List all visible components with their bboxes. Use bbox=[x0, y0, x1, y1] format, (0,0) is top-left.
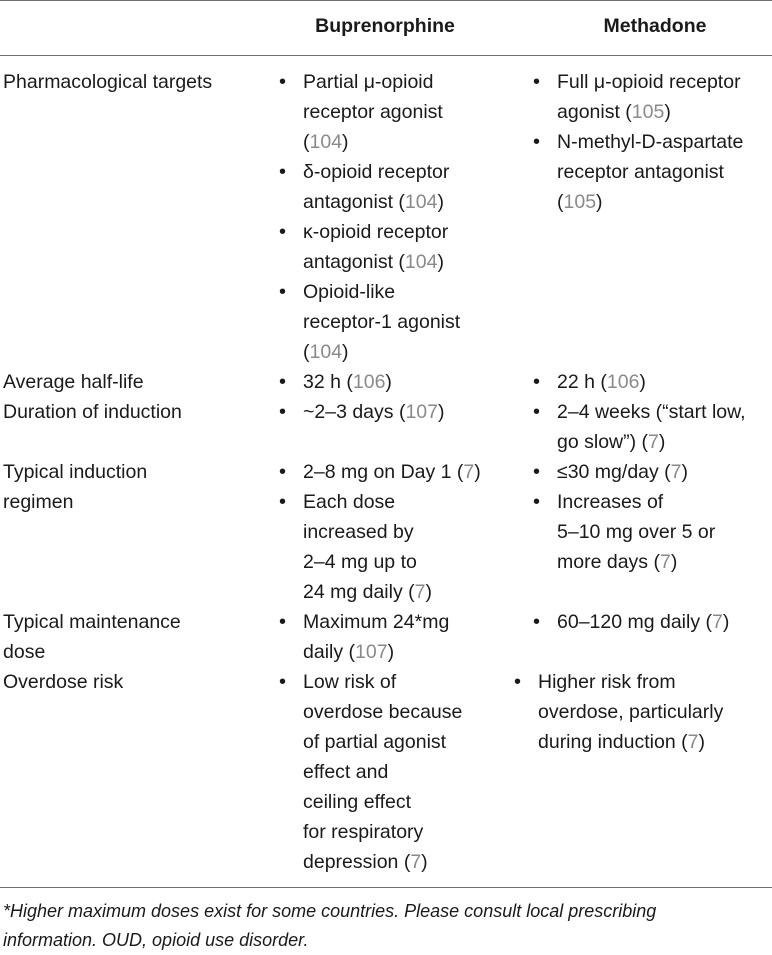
bullet-line bbox=[557, 457, 715, 487]
text-segment: more days ( bbox=[557, 551, 660, 573]
bullet-line bbox=[303, 847, 462, 877]
buprenorphine-cell bbox=[279, 607, 449, 667]
bullet-line bbox=[303, 217, 460, 247]
bullet-item bbox=[279, 397, 445, 427]
text-segment: agonist ( bbox=[557, 101, 632, 123]
row-label-line: Pharmacological targets bbox=[3, 71, 213, 93]
bullet-item bbox=[279, 67, 460, 157]
text-segment: Low risk of bbox=[303, 671, 397, 693]
text-segment: ) bbox=[658, 431, 666, 453]
text-segment: depression ( bbox=[303, 851, 411, 873]
text-segment: ) bbox=[342, 341, 349, 363]
footnote-line: information. OUD, opioid use disorder. bbox=[3, 930, 309, 950]
reference-number: 106 bbox=[606, 371, 640, 393]
text-segment: κ-opioid receptor bbox=[303, 221, 449, 243]
reference-number: 104 bbox=[404, 251, 438, 273]
text-segment: 2–8 mg on Day 1 ( bbox=[303, 461, 464, 483]
text-segment: 60–120 mg daily ( bbox=[557, 611, 713, 633]
buprenorphine-cell bbox=[279, 457, 481, 607]
bullet-line bbox=[538, 697, 723, 727]
text-segment: ) bbox=[387, 641, 395, 663]
row-label-line: Overdose risk bbox=[3, 671, 124, 693]
row-label bbox=[3, 667, 123, 697]
text-segment: during induction ( bbox=[538, 731, 688, 753]
table-footnote bbox=[3, 897, 769, 955]
reference-number: 106 bbox=[352, 371, 386, 393]
text-segment: receptor antagonist bbox=[557, 161, 724, 183]
reference-number: 7 bbox=[659, 551, 671, 573]
bullet-item bbox=[533, 397, 746, 457]
text-segment: Maximum 24*mg bbox=[303, 611, 450, 633]
bullet-item bbox=[533, 607, 729, 637]
row-label-line: Typical maintenance bbox=[3, 611, 181, 633]
methadone-cell bbox=[533, 397, 746, 457]
text-segment: ) bbox=[342, 131, 349, 153]
bullet-line bbox=[303, 487, 481, 517]
methadone-cell bbox=[533, 457, 715, 577]
methadone-cell bbox=[533, 607, 729, 637]
row-label-line: dose bbox=[3, 641, 46, 663]
bullet-item bbox=[533, 487, 715, 577]
bullet-line bbox=[303, 337, 460, 367]
text-segment: ) bbox=[425, 581, 432, 603]
bullet-item bbox=[279, 487, 481, 607]
bullet-item bbox=[279, 607, 449, 667]
buprenorphine-cell bbox=[279, 67, 460, 367]
row-label bbox=[3, 457, 147, 517]
bullet-list bbox=[279, 607, 449, 667]
bullet-line bbox=[303, 637, 449, 667]
bullet-line bbox=[557, 127, 743, 157]
text-segment: ceiling effect bbox=[303, 791, 412, 813]
bullet-line bbox=[303, 277, 460, 307]
reference-number: 104 bbox=[404, 191, 438, 213]
bullet-line bbox=[303, 157, 460, 187]
row-label bbox=[3, 397, 182, 427]
bullet-line bbox=[303, 187, 460, 217]
text-segment: ≤30 mg/day ( bbox=[557, 461, 671, 483]
column-header-methadone: Methadone bbox=[603, 15, 707, 37]
text-segment: ) bbox=[670, 551, 678, 573]
bullet-line bbox=[557, 67, 743, 97]
bullet-line bbox=[303, 67, 460, 97]
bullet-list bbox=[279, 367, 392, 397]
text-segment: ) bbox=[474, 461, 481, 483]
bullet-line bbox=[303, 247, 460, 277]
bullet-line bbox=[557, 187, 743, 217]
bullet-line bbox=[303, 127, 460, 157]
bullet-list bbox=[279, 457, 481, 607]
reference-number: 107 bbox=[355, 641, 388, 663]
text-segment: ) bbox=[421, 851, 428, 873]
row-label bbox=[3, 67, 212, 97]
text-segment: Full μ-opioid receptor bbox=[557, 71, 741, 93]
text-segment: Each dose bbox=[303, 491, 396, 513]
row-label bbox=[3, 607, 181, 667]
bullet-list bbox=[533, 367, 646, 397]
reference-number: 7 bbox=[414, 581, 426, 603]
bullet-line bbox=[303, 517, 481, 547]
bullet-item bbox=[533, 67, 743, 127]
column-header-buprenorphine: Buprenorphine bbox=[315, 15, 455, 37]
reference-number: 7 bbox=[410, 851, 422, 873]
bullet-item bbox=[279, 367, 392, 397]
buprenorphine-cell bbox=[279, 667, 462, 877]
reference-number: 7 bbox=[648, 431, 659, 453]
text-segment: ( bbox=[303, 131, 310, 153]
buprenorphine-cell bbox=[279, 397, 445, 427]
text-segment: ) bbox=[437, 191, 444, 213]
bullet-line bbox=[557, 427, 746, 457]
text-segment: N-methyl-D-aspartate bbox=[557, 131, 744, 153]
bullet-line bbox=[303, 457, 481, 487]
text-segment: ) bbox=[698, 731, 705, 753]
methadone-cell bbox=[533, 367, 646, 397]
reference-number: 104 bbox=[309, 341, 343, 363]
table-top-rule bbox=[0, 0, 772, 1]
text-segment: Partial μ-opioid bbox=[303, 71, 434, 93]
bullet-line bbox=[538, 667, 723, 697]
text-segment: ) bbox=[385, 371, 392, 393]
bullet-line bbox=[303, 307, 460, 337]
text-segment: ~2–3 days ( bbox=[303, 401, 406, 423]
row-label-line: Duration of induction bbox=[3, 401, 182, 423]
reference-number: 7 bbox=[712, 611, 723, 633]
reference-number: 104 bbox=[309, 131, 343, 153]
text-segment: 2–4 weeks (“start low, bbox=[557, 401, 746, 423]
reference-number: 107 bbox=[405, 401, 438, 423]
bullet-list bbox=[279, 397, 445, 427]
bullet-line bbox=[303, 787, 462, 817]
text-segment: of partial agonist bbox=[303, 731, 447, 753]
methadone-cell bbox=[533, 67, 743, 217]
bullet-line bbox=[538, 727, 723, 757]
bullet-line bbox=[303, 757, 462, 787]
text-segment: Increases of bbox=[557, 491, 664, 513]
bullet-list bbox=[533, 457, 715, 577]
text-segment: 5–10 mg over 5 or bbox=[557, 521, 716, 543]
bullet-line bbox=[557, 547, 715, 577]
buprenorphine-cell bbox=[279, 367, 392, 397]
text-segment: ) bbox=[722, 611, 730, 633]
text-segment: ) bbox=[438, 401, 445, 423]
text-segment: ) bbox=[664, 101, 671, 123]
text-segment: ) bbox=[639, 371, 646, 393]
row-label bbox=[3, 367, 144, 397]
bullet-item bbox=[279, 277, 460, 367]
bullet-item bbox=[279, 217, 460, 277]
bullet-line bbox=[557, 367, 646, 397]
text-segment: antagonist ( bbox=[303, 251, 405, 273]
text-segment: daily ( bbox=[303, 641, 356, 663]
bullet-line bbox=[557, 157, 743, 187]
bullet-line bbox=[303, 817, 462, 847]
text-segment: ( bbox=[303, 341, 310, 363]
bullet-item bbox=[514, 667, 723, 757]
row-label-line: Average half-life bbox=[3, 371, 144, 393]
text-segment: 22 h ( bbox=[557, 371, 607, 393]
text-segment: Higher risk from bbox=[538, 671, 676, 693]
bullet-list bbox=[533, 607, 729, 637]
text-segment: 32 h ( bbox=[303, 371, 353, 393]
text-segment: go slow”) ( bbox=[557, 431, 649, 453]
bullet-line bbox=[303, 727, 462, 757]
row-label-line: Typical induction bbox=[3, 461, 148, 483]
header-rule bbox=[0, 55, 772, 56]
bullet-line bbox=[303, 97, 460, 127]
text-segment: receptor agonist bbox=[303, 101, 443, 123]
text-segment: ) bbox=[437, 251, 444, 273]
bullet-list bbox=[533, 397, 746, 457]
bullet-item bbox=[533, 367, 646, 397]
bullet-line bbox=[303, 607, 449, 637]
bullet-line bbox=[557, 607, 729, 637]
bullet-item bbox=[533, 457, 715, 487]
bullet-line bbox=[557, 517, 715, 547]
bullet-line bbox=[303, 547, 481, 577]
bullet-item bbox=[533, 127, 743, 217]
text-segment: receptor-1 agonist bbox=[303, 311, 461, 333]
reference-number: 7 bbox=[463, 461, 475, 483]
row-label-line: regimen bbox=[3, 491, 74, 513]
text-segment: antagonist ( bbox=[303, 191, 405, 213]
bullet-line bbox=[303, 367, 392, 397]
text-segment: increased by bbox=[303, 521, 414, 543]
bullet-item bbox=[279, 457, 481, 487]
text-segment: ( bbox=[557, 191, 564, 213]
text-segment: ) bbox=[596, 191, 603, 213]
text-segment: overdose, particularly bbox=[538, 701, 724, 723]
bullet-list bbox=[514, 667, 723, 757]
bullet-line bbox=[557, 487, 715, 517]
bullet-line bbox=[557, 97, 743, 127]
reference-number: 7 bbox=[687, 731, 699, 753]
table-bottom-rule bbox=[0, 887, 772, 888]
reference-number: 105 bbox=[631, 101, 665, 123]
bullet-list bbox=[279, 667, 462, 877]
bullet-line bbox=[557, 397, 746, 427]
bullet-item bbox=[279, 157, 460, 217]
text-segment: 2–4 mg up to bbox=[303, 551, 417, 573]
bullet-line bbox=[303, 397, 445, 427]
text-segment: Opioid-like bbox=[303, 281, 396, 303]
bullet-line bbox=[303, 667, 462, 697]
text-segment: overdose because bbox=[303, 701, 463, 723]
text-segment: effect and bbox=[303, 761, 389, 783]
bullet-line bbox=[303, 697, 462, 727]
reference-number: 7 bbox=[670, 461, 682, 483]
reference-number: 105 bbox=[563, 191, 597, 213]
text-segment: δ-opioid receptor bbox=[303, 161, 450, 183]
text-segment: 24 mg daily ( bbox=[303, 581, 415, 603]
bullet-item bbox=[279, 667, 462, 877]
bullet-list bbox=[533, 67, 743, 217]
text-segment: ) bbox=[681, 461, 689, 483]
methadone-cell bbox=[514, 667, 723, 757]
text-segment: for respiratory bbox=[303, 821, 424, 843]
bullet-line bbox=[303, 577, 481, 607]
footnote-line: *Higher maximum doses exist for some countries. Please consult local prescribing bbox=[3, 901, 657, 921]
bullet-list bbox=[279, 67, 460, 367]
